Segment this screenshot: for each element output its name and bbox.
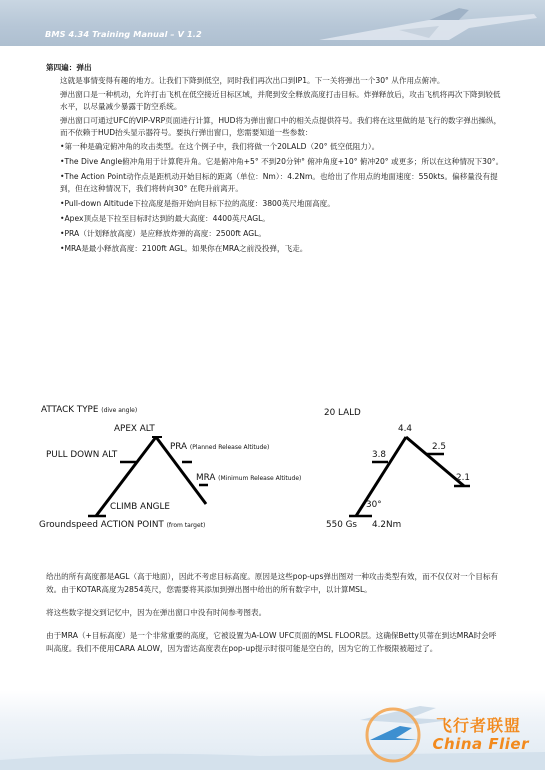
- conclusion-text: [46, 570, 501, 657]
- bullet-item: •The Dive Angle俯冲角用于计算爬升角。它是俯冲角+5° 不到20分钟° 俯冲角度+10° 俯冲20° 或更多；所以在这种情况下30°。: [60, 157, 504, 166]
- page-header: [0, 0, 545, 46]
- attack-type-text: ATTACK TYPE: [41, 405, 99, 415]
- attack-type-label: [41, 405, 137, 415]
- pull-down-label: PULL DOWN ALT: [46, 450, 118, 460]
- apex-label: APEX ALT: [114, 424, 155, 434]
- groundspeed-label: [39, 520, 205, 530]
- pra-text: PRA: [170, 442, 188, 452]
- paragraph: 弹出窗口是一种机动，允许打击飞机在低空接近目标区域，并爬到安全释放高度打击目标。炸弹释放后，攻击飞机将再次下降到较低水平，以尽量减少暴露于防空系统。: [60, 90, 501, 111]
- example-apex-value: 4.4: [398, 424, 412, 434]
- popup-diagram: [36, 400, 506, 540]
- groundspeed-text: Groundspeed ACTION POINT: [39, 520, 164, 530]
- groundspeed-note: (from target): [166, 522, 206, 529]
- climb-angle-label: CLIMB ANGLE: [110, 502, 170, 512]
- page-footer: [0, 690, 545, 770]
- logo-english: China Flier: [432, 735, 529, 753]
- example-distance-value: 4.2Nm: [372, 520, 402, 530]
- jet-graphic-icon: [309, 0, 539, 46]
- bullet-item: •第一种是确定俯冲角的攻击类型。在这个例子中，我们将做一个20LALD（20° 低空低阻力）。: [60, 142, 380, 151]
- bullet-item: •Pull-down Altitude下拉高度是指开始向目标下拉的高度：3800英尺地面高度。: [60, 199, 335, 208]
- example-title: 20 LALD: [324, 408, 361, 418]
- header-title: BMS 4.34 Training Manual – V 1.2: [45, 29, 202, 39]
- pra-label: [170, 442, 269, 452]
- example-mra-value: 2.1: [456, 473, 470, 483]
- logo-chinese: 飞行者联盟: [435, 716, 521, 735]
- mra-label: [196, 473, 301, 483]
- bullet-item: •MRA是最小释放高度：2100ft AGL。如果你在MRA之前没投弹，飞走。: [60, 244, 308, 253]
- pra-note: (Planned Release Altitude): [189, 444, 270, 451]
- example-angle-value: 30°: [366, 500, 382, 510]
- example-pra-value: 2.5: [432, 442, 446, 452]
- paragraph: 将这些数字提交到记忆中，因为在弹出窗口中没有时间参考图表。: [46, 608, 267, 617]
- popup-diagram-lines: [36, 400, 506, 540]
- mra-note: (Minimum Release Altitude): [218, 475, 302, 482]
- paragraph: 由于MRA（+目标高度）是一个非常重要的高度，它被设置为A-LOW UFC页面的MSL FLOOR层。这确保Betty贝蒂在到达MRA时会呼叫高度。我们不使用CARA ALOW，因为雷达高度表在pop-up提示时很可能是空白的，因为它的工作极限被超过了。: [46, 631, 497, 653]
- bullet-item: •Apex顶点是下拉至目标时达到的最大高度：4400英尺AGL。: [60, 214, 270, 223]
- paragraph: 这就是事情变得有趣的地方。让我们下降到低空，同时我们再次出口到IP1。下一关将弹出一个30° 从作用点俯冲。: [60, 76, 445, 85]
- paragraph: 给出的所有高度都是AGL（高于地面），因此不考虑目标高度。原因是这些pop-ups弹出图对一种攻击类型有效，而不仅仅对一个目标有效。由于KOTAR高度为2854英尺，您需要将其添加到弹出图中给出的所有数字中，以计算MSL。: [46, 572, 499, 594]
- mra-text: MRA: [196, 473, 216, 483]
- attack-type-note: (dive angle): [101, 407, 138, 414]
- example-groundspeed-value: 550 Gs: [326, 520, 357, 530]
- intro-text: [60, 75, 505, 258]
- paragraph: 弹出窗口可通过UFC的VIP-VRP页面进行计算，HUD将为弹出窗口中的相关点提供符号。我们将在这里做的是飞行的数字弹出操纵，而不依赖于HUD抬头显示器符号。要执行弹出窗口，您需要知道一些参数：: [60, 116, 502, 137]
- bullet-item: •PRA（计划释放高度）是应释放炸弹的高度：2500ft AGL。: [60, 229, 266, 238]
- example-pull-down-value: 3.8: [372, 450, 386, 460]
- section-title: 第四遍：弹出: [46, 63, 92, 72]
- bullet-item: •The Action Point动作点是距机动开始目标的距离（单位：Nm）：4.2Nm。也给出了作用点的地面速度：550kts。偏移量没有提到，但在这种情况下，我们将转向30° 在爬升前离开。: [60, 172, 498, 193]
